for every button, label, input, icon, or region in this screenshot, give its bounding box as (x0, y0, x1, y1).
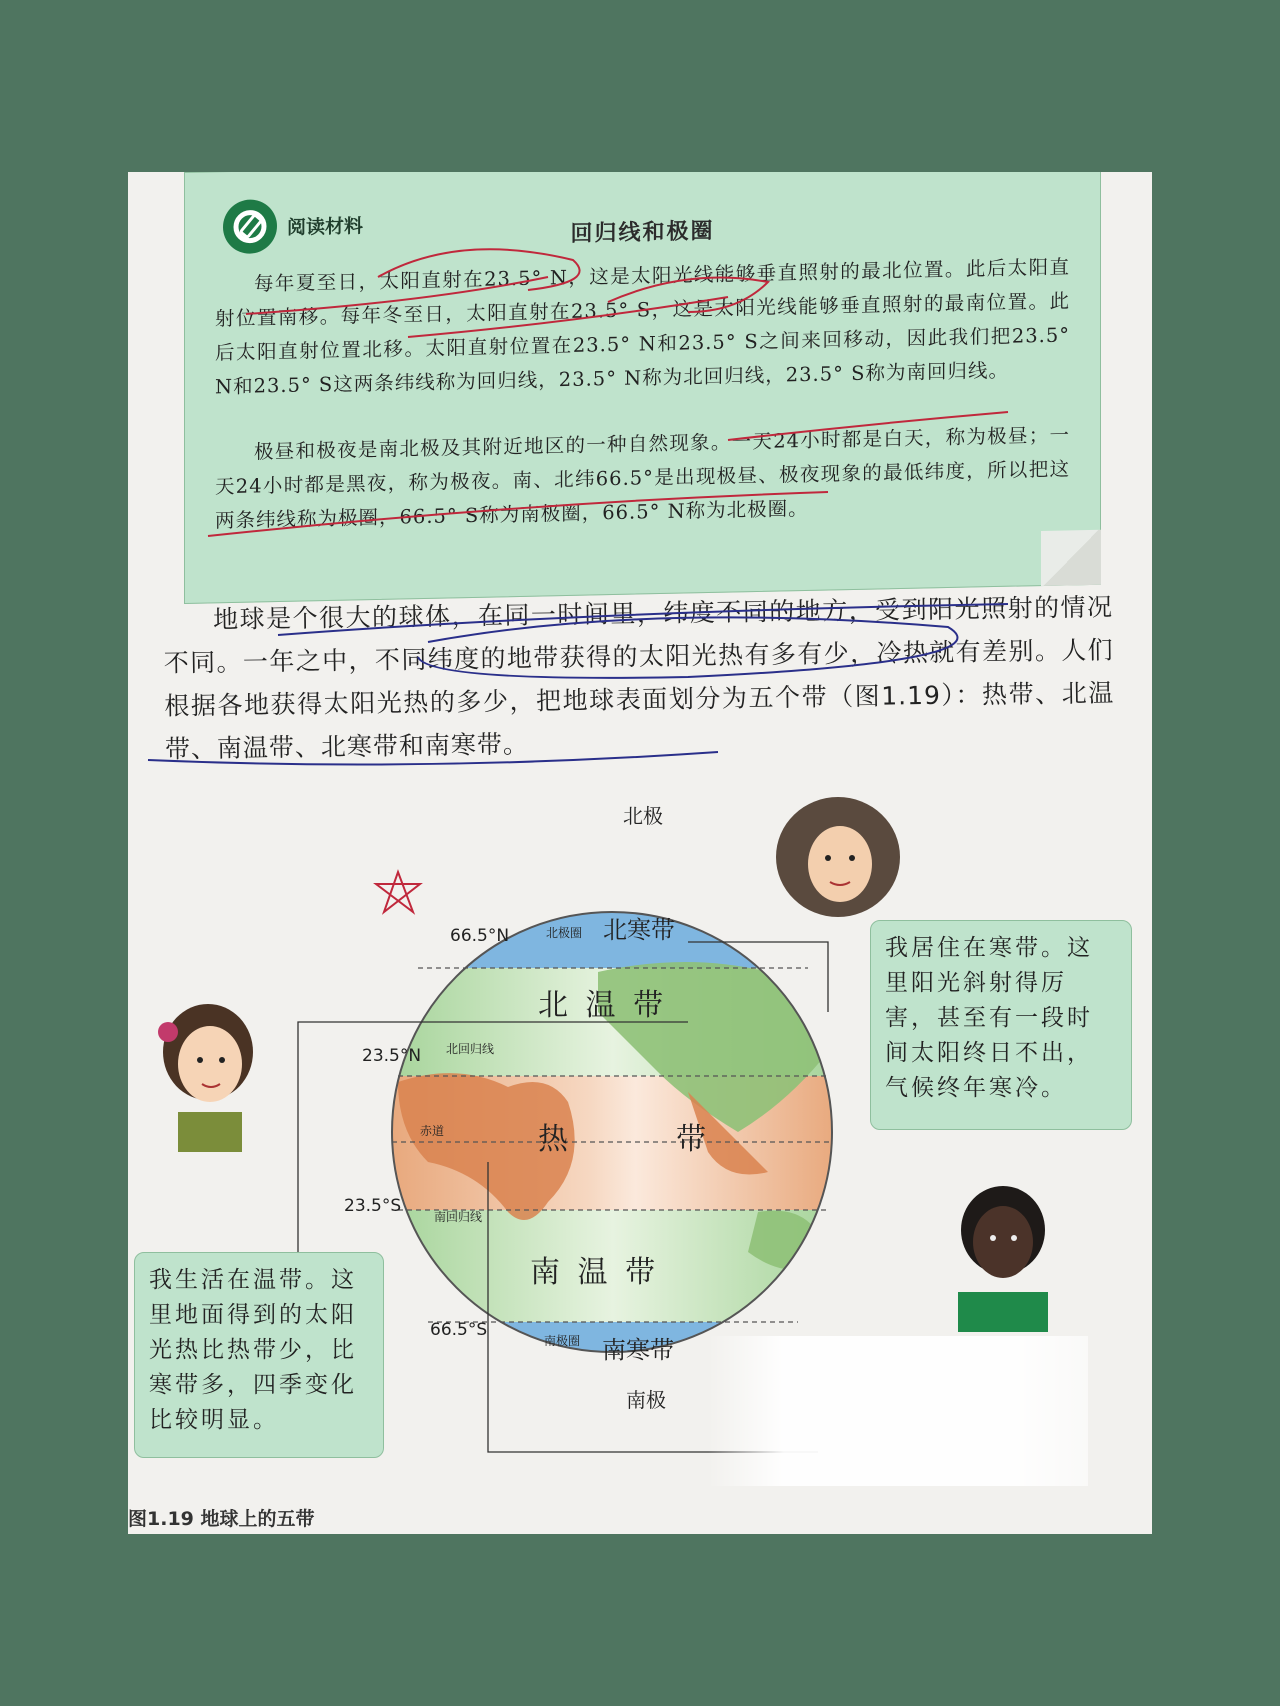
main-paragraph: 地球是个很大的球体，在同一时间里，纬度不同的地方，受到阳光照射的情况不同。一年之中，不同纬度的地带获得的太阳光热有多有少，冷热就有差别。人们根据各地获得太阳光热的多少，把地球表面划分为五个带（图1.19）：热带、北温带、南温带、北寒带和南寒带。 (163, 592, 1115, 764)
reading-paragraph-1: 每年夏至日，太阳直射在23.5° N，这是太阳光线能够垂直照射的最北位置。此后太阳直射位置南移。每年冬至日，太阳直射在23.5° S，这是太阳光线能够垂直照射的最南位置。此后太阳直射位置北移。太阳直射位置在23.5° N和23.5° S之间来回移动，因此我们把23.5° N和23.5° S这两条纬线称为回归线，23.5° N称为北回归线，23.5° S称为南回归线。 (215, 255, 1070, 399)
north-temperate-label: 北 温 带 (538, 988, 668, 1023)
north-pole-label: 北极 (623, 804, 663, 828)
equator-label: 赤道 (420, 1124, 445, 1138)
tropic-cancer-label: 北回归线 (446, 1042, 495, 1056)
temperate-person-avatar (148, 1002, 268, 1152)
frigid-person-avatar (768, 792, 908, 922)
tropic-capricorn-label: 南回归线 (434, 1210, 483, 1224)
temperate-zone-bubble: 我生活在温带。这里地面得到的太阳光热比热带少，比寒带多，四季变化比较明显。 (134, 1252, 384, 1458)
tropical-person-avatar (948, 1182, 1058, 1332)
lat-23s-label: 23.5°S (344, 1196, 402, 1216)
lat-23n-label: 23.5°N (362, 1046, 422, 1066)
textbook-page (128, 172, 1152, 1534)
arctic-circle-label: 北极圈 (546, 926, 583, 940)
lat-66s-label: 66.5°S (430, 1320, 488, 1340)
photo-glare (708, 1336, 1088, 1486)
antarctic-circle-label: 南极圈 (544, 1334, 581, 1348)
south-pole-label: 南极 (626, 1388, 666, 1412)
tropical-label-left: 热 (538, 1122, 568, 1157)
reading-title: 回归线和极圈 (570, 217, 715, 247)
frigid-zone-bubble: 我居住在寒带。这里阳光斜射得厉害，甚至有一段时间太阳终日不出，气候终年寒冷。 (870, 920, 1132, 1130)
lat-66n-label: 66.5°N (450, 926, 510, 946)
south-frigid-label: 南寒带 (602, 1336, 674, 1364)
figure-caption: 图1.19 地球上的五带 (128, 1508, 315, 1530)
reading-badge-label: 阅读材料 (287, 214, 364, 239)
north-frigid-label: 北寒带 (603, 916, 675, 944)
south-temperate-label: 南 温 带 (530, 1255, 660, 1290)
tropical-label-right: 带 (676, 1122, 706, 1157)
reading-paragraph-2: 极昼和极夜是南北极及其附近地区的一种自然现象。一天24小时都是白天，称为极昼；一天24小时都是黑夜，称为极夜。南、北纬66.5°是出现极昼、极夜现象的最低纬度，所以把这两条纬线称为极圈，66.5° S称为南极圈，66.5° N称为北极圈。 (215, 423, 1070, 533)
